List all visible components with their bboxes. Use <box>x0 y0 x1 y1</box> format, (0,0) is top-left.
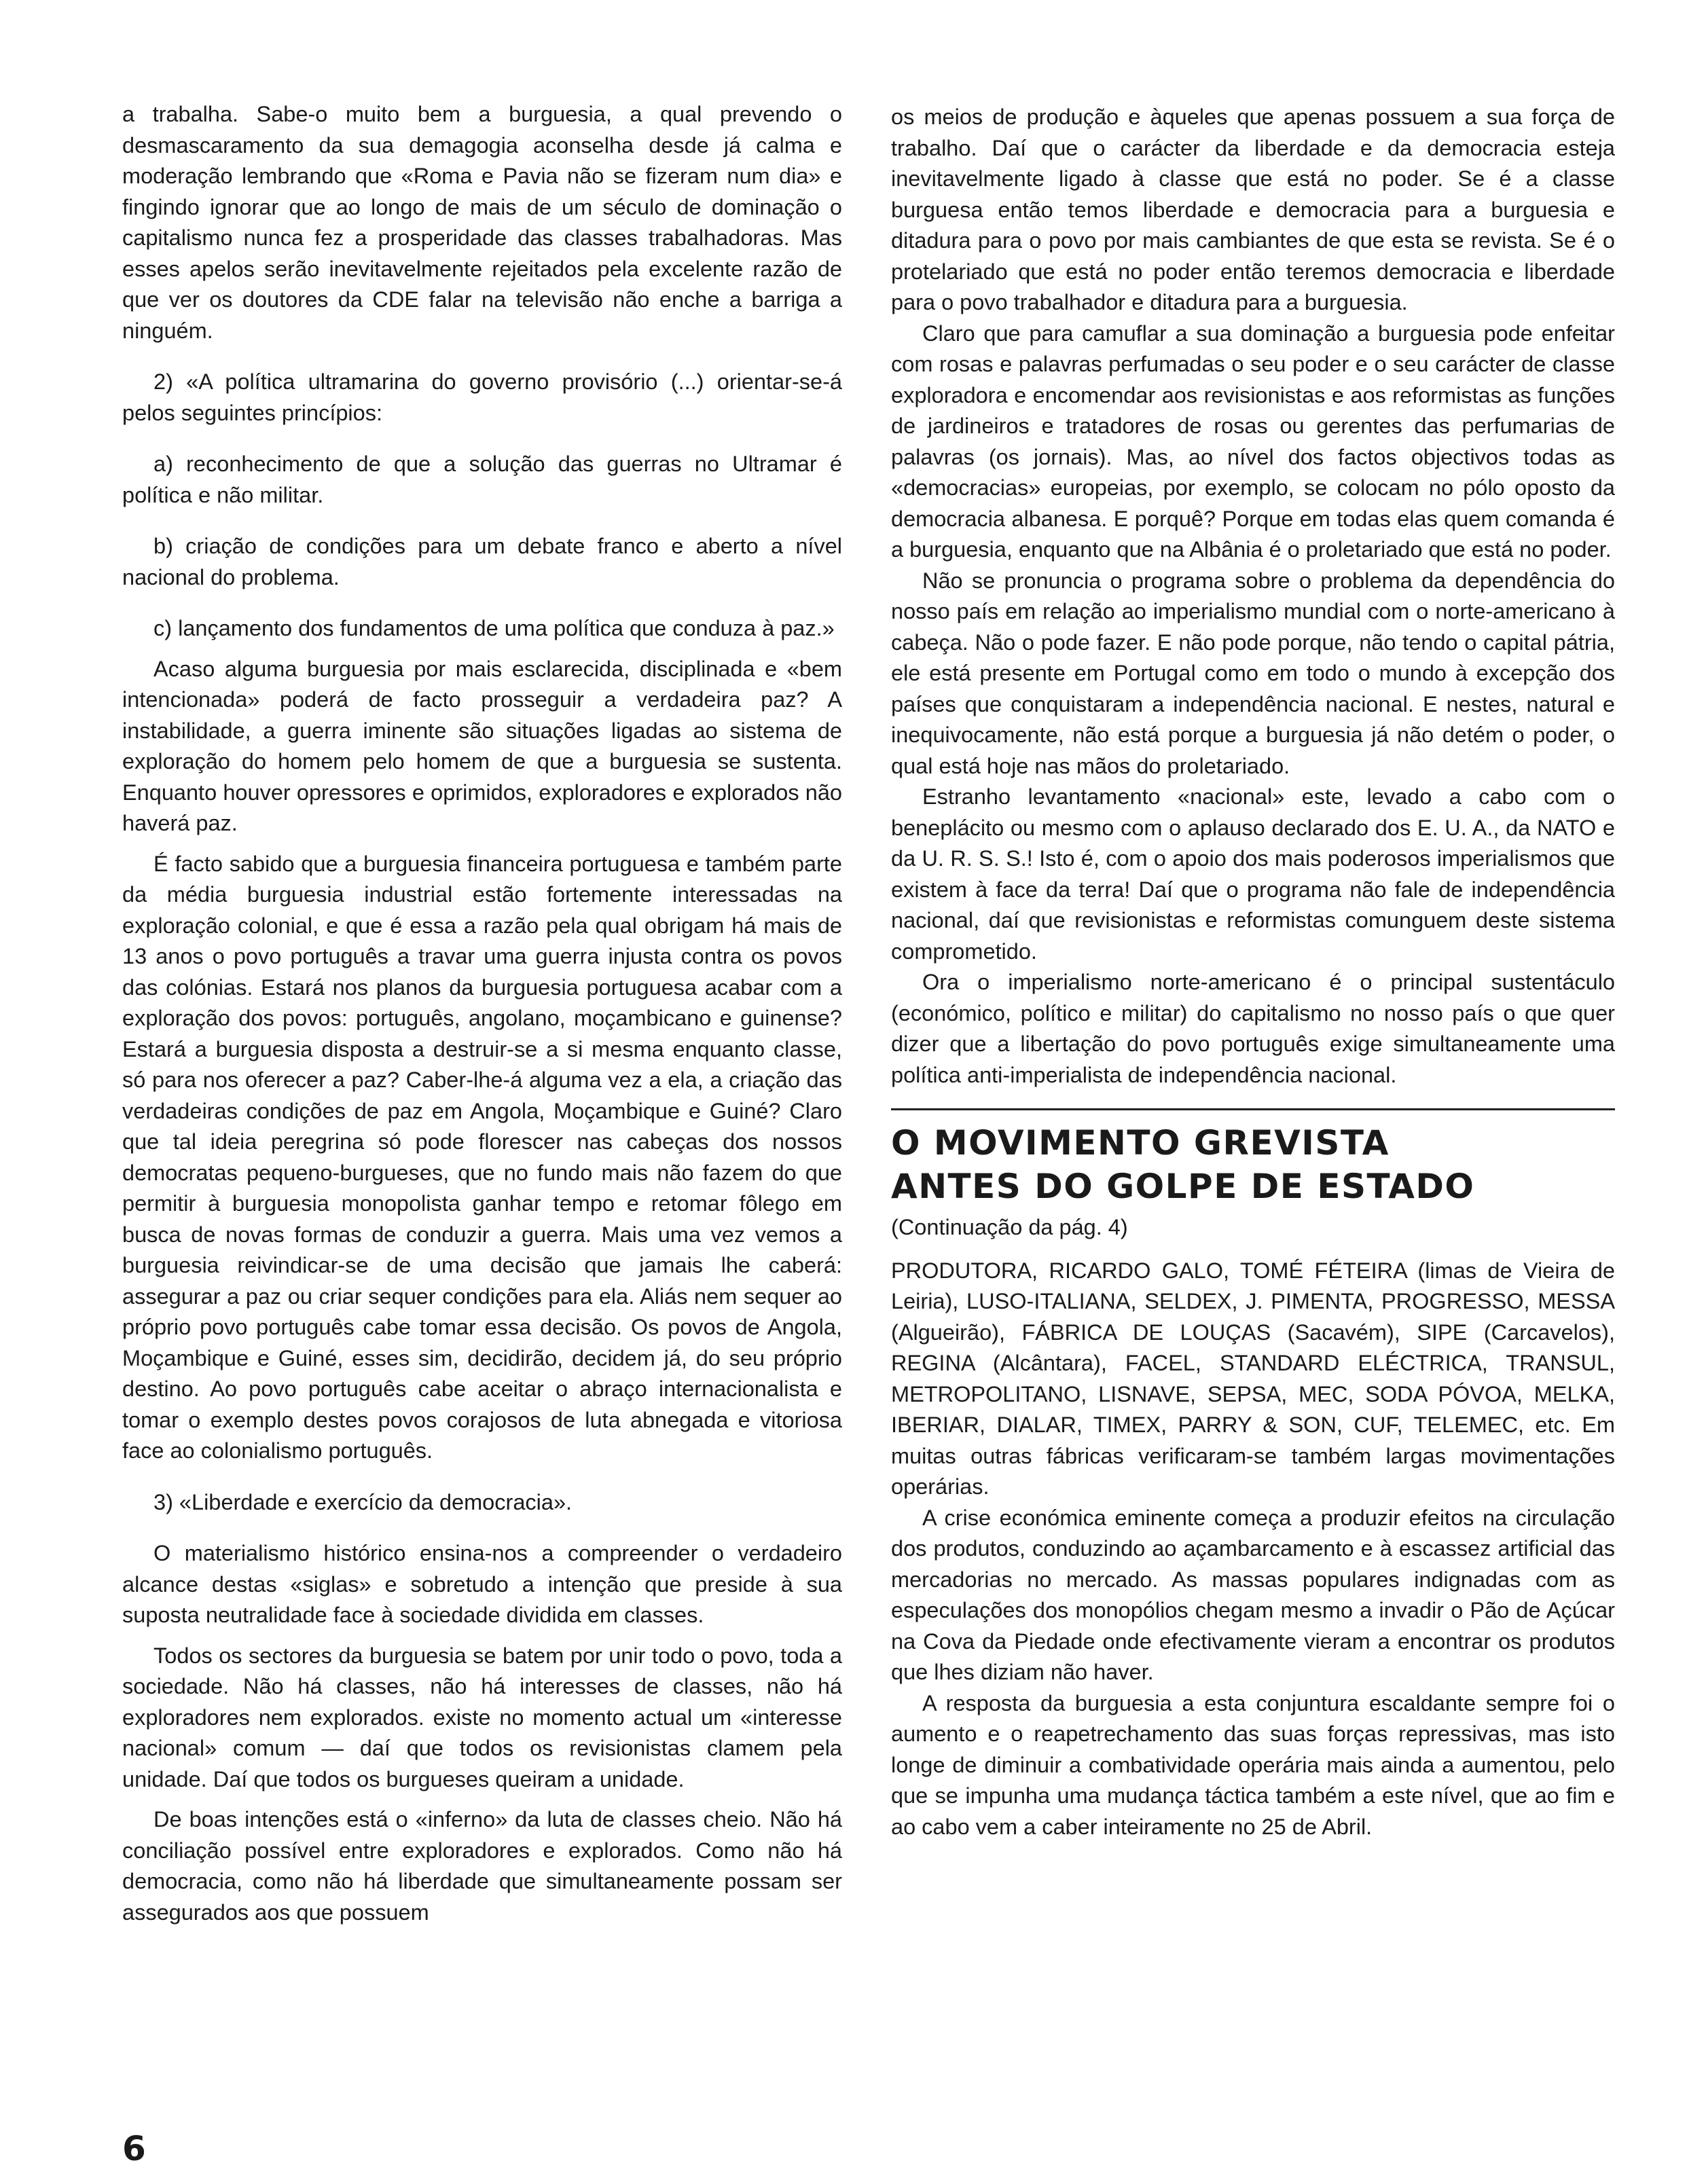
paragraph: Todos os sectores da burguesia se batem por unir todo o povo, toda a sociedade. Não há classes, não há interesses de classes, não há exploradores nem explorados. existe no momento actual um «interesse nacional» comum — daí que todos os revisionistas clamem pela unidade. Daí que todos os burgueses queiram a unidade. <box>122 1643 842 1791</box>
article-strike-movement <box>891 1121 1615 1842</box>
paragraph: Claro que para camuflar a sua dominação a burguesia pode enfeitar com rosas e palavras perfumadas o seu poder e o seu carácter de classe exploradora e encomendar aos revisionistas e aos reformistas as funções de jardineiros e tratadores de rosas ou gerentes das perfumarias de palavras (os jornais). Mas, ao nível dos factos objectivos todas as «democracias» europeias, por exemplo, se colocam no pólo oposto da democracia albanesa. E porquê? Porque em todas elas quem comanda é a burguesia, enquanto que na Albânia é o proletariado que está no poder. <box>891 321 1615 562</box>
paragraph: os meios de produção e àqueles que apenas possuem a sua força de trabalho. Daí que o carácter da liberdade e da democracia esteja inevitavelmente ligado à classe que está no poder. Se é a classe burguesa então temos liberdade e democracia para a burguesia e ditadura para o povo por mais cambiantes de que esta se revista. Se é o protelariado que está no poder então teremos democracia e liberdade para o povo trabalhador e ditadura para a burguesia. <box>891 105 1615 314</box>
paragraph: b) criação de condições para um debate franco e aberto a nível nacional do problema. <box>122 534 842 589</box>
paragraph: De boas intenções está o «inferno» da luta de classes cheio. Não há conciliação possível entre exploradores e explorados. Como não há democracia, como não há liberdade que simultaneamente possam ser assegurados aos que possuem <box>122 1807 842 1925</box>
paragraph: Não se pronuncia o programa sobre o problema da dependência do nosso país em relação ao imperialismo mundial com o norte-americano à cabeça. Não o pode fazer. E não pode porque, não tendo o capital pátria, ele está presente em Portugal como em todo o mundo à excepção dos países que conquistaram a independência nacional. E nestes, natural e inequivocamente, não está porque a burguesia já não detém o poder, o qual está hoje nas mãos do proletariado. <box>891 568 1615 778</box>
paragraph: 2) «A política ultramarina do governo provisório (...) orientar-se-á pelos seguintes princípios: <box>122 369 842 425</box>
paragraph: A crise económica eminente começa a produzir efeitos na circulação dos produtos, conduzindo ao açambarcamento e à escassez artificial das mercadorias no mercado. As massas populares indignadas com as especulações dos monopólios chegam mesmo a invadir o Pão de Açúcar na Cova da Piedade onde efectivamente vieram a encontrar os produtos que lhes diziam não haver. <box>891 1505 1615 1684</box>
paragraph: Estranho levantamento «nacional» este, levado a cabo com o beneplácito ou mesmo com o aplauso declarado dos E. U. A., da NATO e da U. R. S. S.! Isto é, com o apoio dos mais poderosos imperialismos que existem à face da terra! Daí que o programa não fale de independência nacional, daí que revisionistas e reformistas comunguem deste sistema comprometido. <box>891 784 1615 964</box>
paragraph: a) reconhecimento de que a solução das guerras no Ultramar é política e não militar. <box>122 452 842 507</box>
paragraph: É facto sabido que a burguesia financeira portuguesa e também parte da média burguesia industrial estão fortemente interessadas na exploração colonial, e que é essa a razão pela qual obrigam há mais de 13 anos o povo português a travar uma guerra injusta contra os povos das colónias. Estará nos planos da burguesia portuguesa acabar com a exploração dos povos: português, angolano, moçambicano e guinense? Estará a burguesia disposta a destruir-se a si mesma enquanto classe, só para nos oferecer a paz? Caber-lhe-á alguma vez a ela, a criação das verdadeiras condições de paz em Angola, Moçambique e Guiné? Claro que tal ideia peregrina só pode florescer nas cabeças dos nossos democratas pequeno-burgueses, que no fundo mais não fazem do que permitir à burguesia monopolista ganhar tempo e retomar fôlego em busca de novas formas de conduzir a guerra. Mais uma vez vemos a burguesia reivindicar-se de uma decisão que jamais lhe caberá: assegurar a paz ou criar sequer condições para ela. Aliás nem sequer ao próprio povo português cabe tomar essa decisão. Os povos de Angola, Moçambique e Guiné, esses sim, decidirão, decidem já, do seu próprio destino. Ao povo português cabe aceitar o abraço internacionalista e tomar o exemplo destes povos corajosos de luta abnegada e vitoriosa face ao colonialismo português. <box>122 851 842 1463</box>
paragraph: Ora o imperialismo norte-americano é o principal sustentáculo (económico, político e militar) do capitalismo no nosso país o que quer dizer que a libertação do povo português exige simultaneamente uma política anti-imperialista de independência nacional. <box>891 970 1615 1087</box>
paragraph: 3) «Liberdade e exercício da democracia». <box>153 1489 573 1514</box>
continuation-note: (Continuação da pág. 4) <box>891 1215 1128 1239</box>
article-headline-line2: ANTES DO GOLPE DE ESTADO <box>891 1167 1475 1206</box>
paragraph: Acaso alguma burguesia por mais esclarecida, disciplinada e «bem intencionada» poderá de facto prosseguir a verdadeira paz? A instabilidade, a guerra iminente são situações ligadas ao sistema de exploração do homem pelo homem de que a burguesia se sustenta. Enquanto houver opressores e oprimidos, exploradores e explorados não haverá paz. <box>122 656 842 835</box>
right-column <box>891 102 1615 1842</box>
article-headline-line1: O MOVIMENTO GREVISTA <box>891 1123 1390 1163</box>
paragraph: c) lançamento dos fundamentos de uma política que conduza à paz.» <box>153 616 835 640</box>
page-number: 6 <box>122 2129 146 2168</box>
paragraph: O materialismo histórico ensina-nos a compreender o verdadeiro alcance destas «siglas» e sobretudo a intenção que preside à sua suposta neutralidade face à sociedade dividida em classes. <box>122 1541 842 1627</box>
paragraph: A resposta da burguesia a esta conjuntura escaldante sempre foi o aumento e o reapetrechamento das suas forças repressivas, mas isto longe de diminuir a combatividade operária mais ainda a aumentou, pelo que se impunha uma mudança táctica também a este nível, que ao fim e ao cabo vem a caber inteiramente no 25 de Abril. <box>891 1690 1615 1839</box>
paragraph: a trabalha. Sabe-o muito bem a burguesia, a qual prevendo o desmascaramento da sua demagogia aconselha desde já calma e moderação lembrando que «Roma e Pavia não se fizeram num dia» e fingindo ignorar que ao longo de mais de um século de dominação o capitalismo nunca fez a prosperidade das classes trabalhadoras. Mas esses apelos serão inevitavelmente rejeitados pela excelente razão de que ver os doutores da CDE falar na televisão não enche a barriga a ninguém. <box>122 102 842 343</box>
section-divider <box>891 1108 1615 1110</box>
paragraph: PRODUTORA, RICARDO GALO, TOMÉ FÉTEIRA (limas de Vieira de Leiria), LUSO-ITALIANA, SELDEX, J. PIMENTA, PROGRESSO, MESSA (Algueirão), FÁBRICA DE LOUÇAS (Sacavém), SIPE (Carcavelos), REGINA (Alcântara), FACEL, STANDARD ELÉCTRICA, TRANSUL, METROPOLITANO, LISNAVE, SEPSA, MEC, SODA PÓVOA, MELKA, IBERIAR, DIALAR, TIMEX, PARRY & SON, CUF, TELEMEC, etc. Em muitas outras fábricas verificaram-se também largas movimentações operárias. <box>891 1258 1615 1499</box>
left-column <box>122 99 842 1928</box>
